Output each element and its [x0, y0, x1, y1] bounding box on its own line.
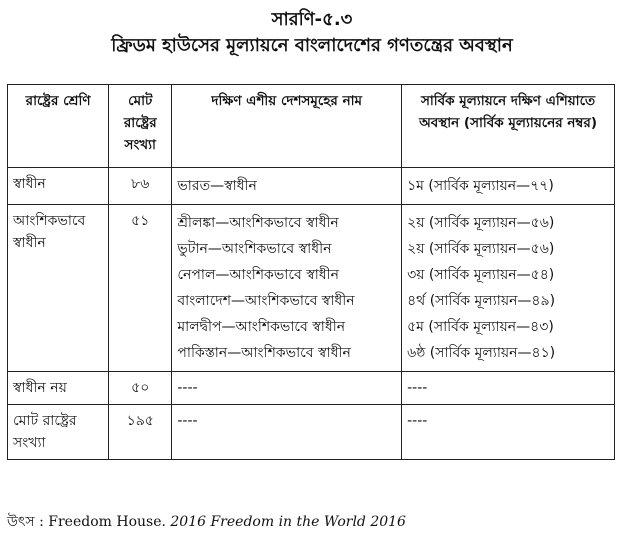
country-entry: ভুটান—আংশিকভাবে স্বাধীন [177, 241, 332, 257]
cell-countries [172, 168, 402, 205]
cell-position: ---- [402, 372, 615, 405]
cell-category: স্বাধীন নয় [8, 372, 109, 405]
table-row-total [8, 405, 615, 460]
table-number: সারণি-৫.৩ [271, 9, 353, 30]
cell-category: মোট রাষ্ট্রের সংখ্যা [8, 405, 109, 460]
country-entry: ভারত—স্বাধীন [177, 178, 257, 194]
country-entry: শ্রীলঙ্কা—আংশিকভাবে স্বাধীন [177, 215, 339, 231]
freedom-house-table [7, 84, 615, 460]
col-header-category: রাষ্ট্রের শ্রেণি [8, 85, 109, 168]
table-caption: ফ্রিডম হাউসের মূল্যায়নে বাংলাদেশের গণতন্ত্রের অবস্থান [111, 35, 513, 56]
source-org: : Freedom House. [39, 514, 166, 530]
cell-category: স্বাধীন [8, 168, 109, 205]
country-entry: মালদ্বীপ—আংশিকভাবে স্বাধীন [177, 319, 346, 335]
cell-category: আংশিকভাবে স্বাধীন [8, 205, 109, 372]
col-header-countries: দক্ষিণ এশীয় দেশসমূহের নাম [172, 85, 402, 168]
source-title: 2016 Freedom in the World 2016 [170, 514, 406, 530]
cell-countries: ---- [172, 405, 402, 460]
country-entry: পাকিস্তান—আংশিকভাবে স্বাধীন [177, 345, 351, 361]
position-entry: ২য় (সার্বিক মূল্যায়ন—৫৬) [407, 241, 555, 257]
position-entry: ১ম (সার্বিক মূল্যায়ন—৭৭) [407, 178, 554, 194]
table-row-partly-free [8, 205, 615, 372]
cell-countries: ---- [172, 372, 402, 405]
cell-position [402, 168, 615, 205]
source-label: উৎস [7, 514, 35, 530]
position-entry: ৬ষ্ঠ (সার্বিক মূল্যায়ন—৪১) [407, 345, 556, 361]
cell-position [402, 205, 615, 372]
cell-position: ---- [402, 405, 615, 460]
table-header-row [8, 85, 615, 168]
cell-count: ৫১ [109, 205, 172, 372]
cell-count: ৮৬ [109, 168, 172, 205]
source-note [7, 510, 406, 534]
position-entry: ৫ম (সার্বিক মূল্যায়ন—৪৩) [407, 319, 554, 335]
cell-count: ৫০ [109, 372, 172, 405]
col-header-position: সার্বিক মূল্যায়নে দক্ষিণ এশিয়াতে অবস্থান (সার্বিক মূল্যায়নের নম্বর) [402, 85, 615, 168]
country-entry: নেপাল—আংশিকভাবে স্বাধীন [177, 267, 339, 283]
table-row-not-free [8, 372, 615, 405]
position-entry: ৩য় (সার্বিক মূল্যায়ন—৫৪) [407, 267, 555, 283]
cell-count: ১৯৫ [109, 405, 172, 460]
cell-countries [172, 205, 402, 372]
col-header-count: মোট রাষ্ট্রের সংখ্যা [109, 85, 172, 168]
country-entry: বাংলাদেশ—আংশিকভাবে স্বাধীন [177, 293, 355, 309]
position-entry: ৪র্থ (সার্বিক মূল্যায়ন—৪৯) [407, 293, 556, 309]
table-row-free [8, 168, 615, 205]
position-entry: ২য় (সার্বিক মূল্যায়ন—৫৬) [407, 215, 555, 231]
